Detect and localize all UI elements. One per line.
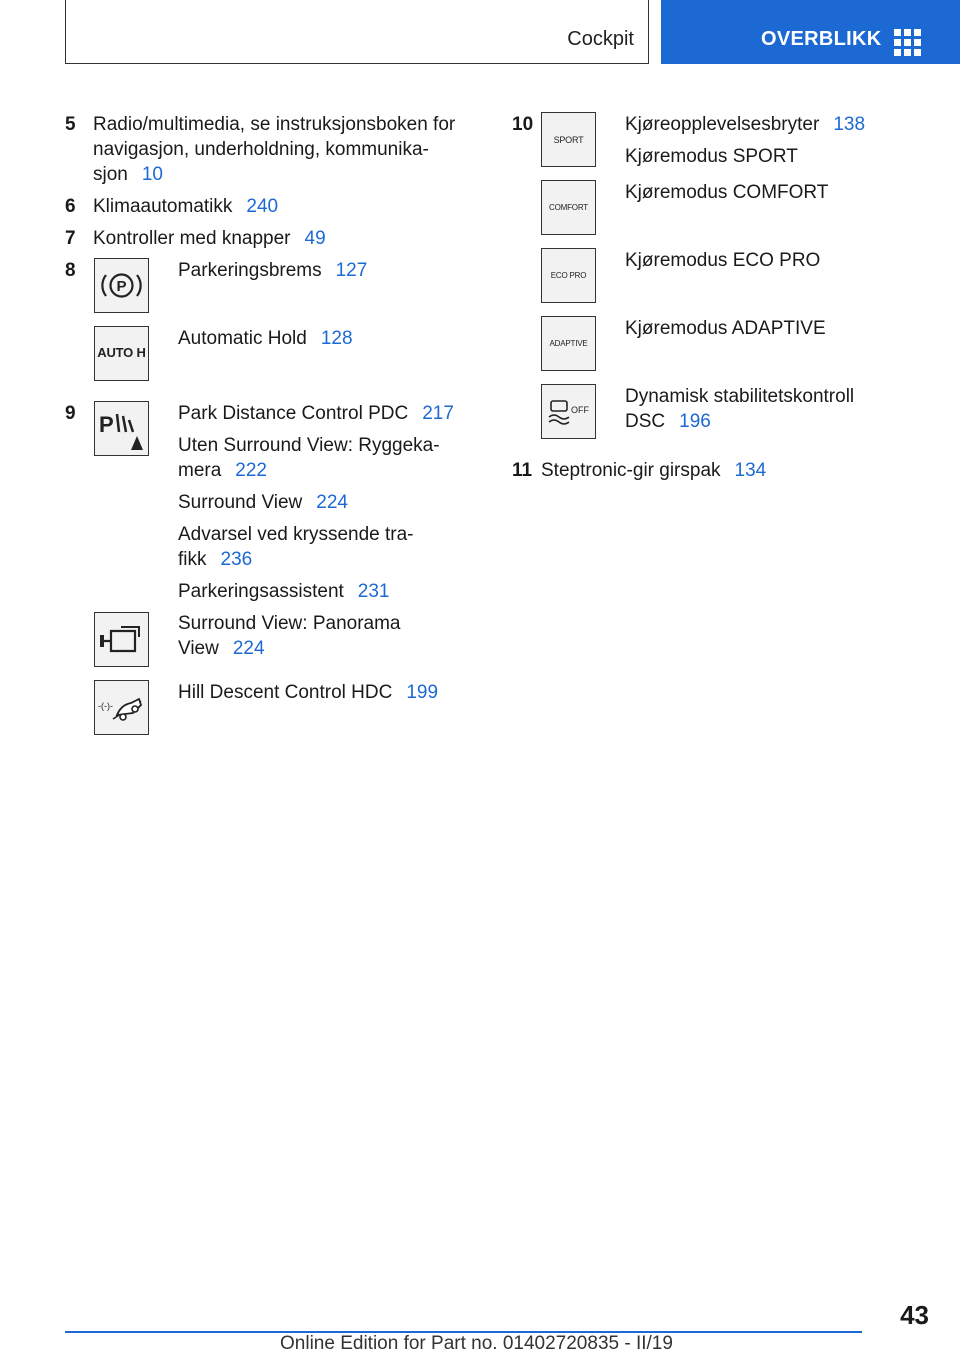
list-item: [178, 680, 438, 705]
auto-hold-icon-label: AUTO H: [97, 345, 146, 360]
list-item: [625, 316, 826, 341]
item-text: Klimaautomatikk: [93, 196, 233, 217]
hill-descent-control-icon: [94, 680, 149, 735]
item-text: Steptronic-gir girspak: [541, 460, 721, 481]
item-text: mera: [178, 460, 222, 481]
eco-pro-mode-icon: [541, 248, 596, 303]
svg-text:P: P: [116, 278, 127, 295]
item-number: 8: [65, 260, 76, 281]
list-item: [93, 112, 455, 187]
item-text: Radio/multimedia, se instruksjonsboken for: [93, 114, 456, 135]
eco-pro-mode-icon-label: ECO PRO: [550, 271, 587, 280]
item-text: Park Distance Control PDC: [178, 403, 409, 424]
header-chapter-title: OVERBLIKK: [761, 28, 882, 50]
item-text: Surround View: Panorama: [178, 613, 401, 634]
item-number: 9: [65, 403, 76, 424]
item-text: Kjøremodus SPORT: [625, 146, 798, 167]
header-section-tab: [65, 0, 649, 64]
page-ref-link[interactable]: 217: [422, 403, 454, 424]
page-ref-link[interactable]: 224: [316, 492, 348, 513]
page-ref-link[interactable]: 138: [833, 114, 866, 135]
list-item: [178, 326, 353, 351]
item-number: 6: [65, 196, 76, 217]
page-ref-link[interactable]: 49: [304, 228, 326, 249]
list-item: [625, 384, 854, 434]
item-text: Parkeringsassistent: [178, 581, 344, 602]
adaptive-mode-icon: [541, 316, 596, 371]
dsc-off-icon-label: OFF: [571, 405, 589, 415]
list-item: [93, 226, 326, 251]
page-ref-link[interactable]: 199: [406, 682, 439, 703]
panorama-view-icon: [94, 612, 149, 667]
item-number: 5: [65, 114, 76, 135]
page-ref-link[interactable]: 134: [734, 460, 767, 481]
item-text: Dynamisk stabilitetskontroll: [625, 386, 855, 407]
grid-menu-icon[interactable]: [894, 29, 921, 54]
page-ref-link[interactable]: 236: [220, 549, 253, 570]
page-ref-link[interactable]: 231: [357, 581, 390, 602]
item-number: 11: [512, 460, 533, 481]
item-number: 10: [512, 114, 534, 135]
list-item: [178, 433, 440, 483]
page-ref-link[interactable]: 196: [679, 411, 711, 432]
list-item: [178, 611, 401, 661]
list-item: [625, 248, 820, 273]
footer-edition: Online Edition for Part no. 01402720835 - II/19: [280, 1333, 673, 1354]
header-section-title: Cockpit: [567, 28, 634, 50]
header-chapter-tab[interactable]: [661, 0, 960, 64]
page-ref-link[interactable]: 240: [246, 196, 279, 217]
item-text: Automatic Hold: [178, 328, 307, 349]
page-ref-link[interactable]: 128: [320, 328, 353, 349]
list-item: [178, 258, 367, 283]
item-number: 7: [65, 228, 76, 249]
item-text: fikk: [178, 549, 207, 570]
sport-mode-icon-label: SPORT: [553, 135, 584, 145]
list-item: [178, 522, 414, 572]
sport-mode-icon: [541, 112, 596, 167]
item-text: Kjøremodus ADAPTIVE: [625, 318, 826, 339]
item-text: DSC: [625, 411, 666, 432]
parking-brake-icon: [94, 258, 149, 313]
list-item: [625, 144, 798, 169]
comfort-mode-icon: [541, 180, 596, 235]
item-text: Kjøreopplevelsesbryter: [625, 114, 820, 135]
list-item: [178, 490, 348, 515]
comfort-mode-icon-label: COMFORT: [549, 203, 588, 212]
page-ref-link[interactable]: 224: [232, 638, 265, 659]
page-ref-link[interactable]: 222: [235, 460, 267, 481]
list-item: [541, 458, 766, 483]
list-item: [93, 194, 278, 219]
page-ref-link[interactable]: 127: [335, 260, 368, 281]
list-item: [625, 112, 865, 137]
item-text: View: [178, 638, 219, 659]
park-distance-control-icon: [94, 401, 149, 456]
item-text: Uten Surround View: Ryggeka-: [178, 435, 440, 456]
auto-hold-icon: [94, 326, 149, 381]
list-item: [178, 579, 390, 604]
item-text: Hill Descent Control HDC: [178, 682, 393, 703]
item-text: Kjøremodus ECO PRO: [625, 250, 821, 271]
page-number: 43: [900, 1300, 929, 1330]
item-text: navigasjon, underholdning, kommunika-: [93, 139, 429, 160]
dsc-off-icon: [541, 384, 596, 439]
item-text: Surround View: [178, 492, 303, 513]
page-ref-link[interactable]: 10: [141, 164, 163, 185]
svg-text:P: P: [99, 412, 114, 437]
item-text: Advarsel ved kryssende tra-: [178, 524, 414, 545]
item-text: Kjøremodus COMFORT: [625, 182, 829, 203]
item-text: Parkeringsbrems: [178, 260, 322, 281]
item-text: sjon: [93, 164, 128, 185]
list-item: [625, 180, 828, 205]
adaptive-mode-icon-label: ADAPTIVE: [549, 339, 588, 348]
list-item: [178, 401, 454, 426]
svg-text:-(-)-: -(-)-: [98, 701, 113, 711]
item-text: Kontroller med knapper: [93, 228, 291, 249]
